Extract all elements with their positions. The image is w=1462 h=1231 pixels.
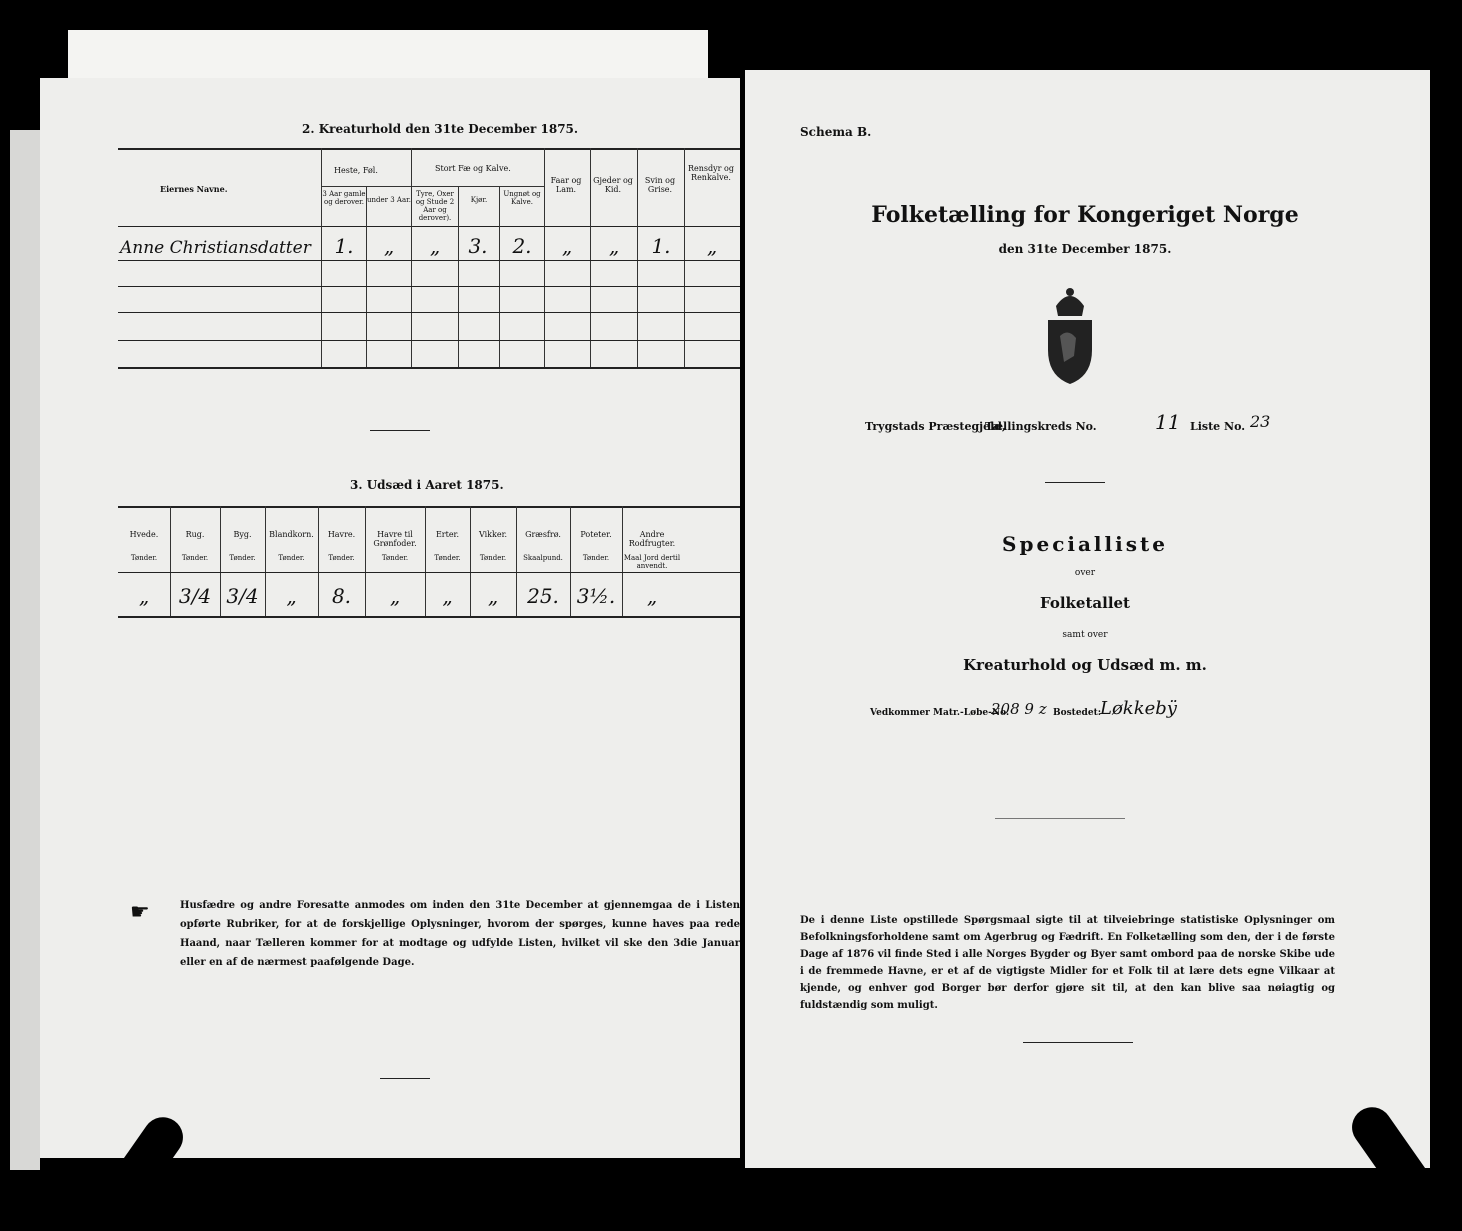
udsaed-header-crop: Havre.	[327, 530, 356, 539]
table-bottom-rule	[118, 367, 740, 369]
over-text: over	[1074, 568, 1096, 578]
header-fae-c: Ungnøt og Kalve.	[503, 190, 541, 206]
schema-label: Schema B.	[800, 125, 872, 139]
udsaed-header-unit: Tønder.	[130, 554, 158, 562]
udsaed-header-rule	[118, 572, 740, 573]
vline	[411, 148, 412, 368]
udsaed-header-crop: Hvede.	[129, 530, 159, 539]
kreatur-cell: „	[429, 234, 441, 258]
udsaed-top-rule	[118, 506, 740, 508]
paper-strip-top	[68, 30, 708, 80]
separator	[1045, 482, 1105, 483]
pointing-hand-icon: ☛	[130, 900, 150, 925]
matr-label: Vedkommer Matr.-Løbe-No.	[870, 708, 1010, 718]
udsaed-value: „	[487, 584, 499, 608]
section3-title: 3. Udsæd i Aaret 1875.	[350, 478, 504, 492]
kreds-number: 11	[1155, 410, 1181, 434]
separator	[995, 818, 1125, 819]
udsaed-header-crop: Græsfrø.	[525, 530, 561, 539]
liste-number: 23	[1250, 412, 1271, 431]
right-page	[745, 70, 1430, 1168]
liste-label: Liste No.	[1190, 420, 1246, 433]
header-fae-b: Kjør.	[470, 196, 488, 204]
udsaed-value: 25.	[527, 584, 559, 608]
udsaed-header-unit: Maal Jord dertil anvendt.	[623, 554, 681, 570]
kreatur-cell: „	[383, 234, 395, 258]
header-heste-a: 3 Aar gamle og derover.	[322, 190, 366, 206]
udsaed-header-crop: Byg.	[233, 530, 252, 539]
kreatur-cell: „	[608, 234, 620, 258]
row-rule	[118, 286, 740, 287]
vline	[684, 148, 685, 368]
bosted-value: Løkkebÿ	[1100, 698, 1177, 719]
kreatur-cell: 1.	[651, 234, 671, 258]
row-rule	[118, 340, 740, 341]
udsaed-value: 3/4	[178, 584, 212, 608]
vline	[544, 148, 545, 368]
header-heste-b: under 3 Aar.	[367, 196, 411, 204]
subtitle: den 31te December 1875.	[998, 242, 1172, 256]
header-rensdyr: Rensdyr og Renkalve.	[688, 164, 734, 182]
udsaed-value: „	[286, 584, 297, 608]
coat-of-arms-icon	[1038, 286, 1102, 386]
kreaturhold-title: Kreaturhold og Udsæd m. m.	[963, 656, 1207, 674]
vline	[590, 148, 591, 368]
udsaed-value: „	[389, 584, 401, 608]
udsaed-value: „	[138, 584, 150, 608]
header-svin: Svin og Grise.	[644, 176, 676, 194]
left-page	[40, 78, 740, 1158]
kreds-label: Tællingskreds No.	[985, 420, 1097, 433]
udsaed-value: 8.	[331, 584, 352, 608]
kreatur-cell: 3.	[468, 234, 488, 258]
udsaed-header-crop: Vikker.	[478, 530, 508, 539]
separator	[370, 430, 430, 431]
row-rule	[118, 312, 740, 313]
matr-number: 208 9 z	[991, 700, 1047, 718]
prestegjeld: Trygstads Præstegjeld,	[865, 420, 1006, 433]
udsaed-header-unit: Skaalpund.	[523, 554, 563, 562]
bottom-separator	[380, 1078, 430, 1079]
header-bottom-rule	[118, 226, 740, 227]
kreatur-cell: „	[561, 234, 573, 258]
owner-name: Anne Christiansdatter	[120, 238, 311, 258]
udsaed-header-unit: Tønder.	[328, 554, 355, 562]
owners-header: Eiernes Navne.	[160, 184, 228, 194]
main-title: Folketælling for Kongeriget Norge	[871, 202, 1299, 228]
udsaed-header-unit: Tønder.	[434, 554, 461, 562]
udsaed-header-unit: Tønder.	[229, 554, 256, 562]
samt-over-text: samt over	[1062, 630, 1108, 640]
bosted-label: Bostedet:	[1053, 708, 1102, 718]
udsaed-header-crop: Andre Rodfrugter.	[628, 530, 676, 548]
bottom-separator	[1023, 1042, 1133, 1043]
header-stort-fae: Stort Fæ og Kalve.	[435, 164, 511, 173]
sub-rule	[322, 186, 545, 187]
udsaed-value: 3½.	[576, 584, 616, 608]
specialliste-title: Specialliste	[1002, 532, 1168, 556]
udsaed-bottom-rule	[118, 616, 740, 618]
header-faar: Faar og Lam.	[550, 176, 582, 194]
header-heste: Heste, Føl.	[334, 166, 378, 175]
folketallet-title: Folketallet	[1040, 594, 1130, 612]
udsaed-header-crop: Havre til Grønfoder.	[373, 530, 417, 548]
vline	[637, 148, 638, 368]
udsaed-header-unit: Tønder.	[181, 554, 209, 562]
udsaed-header-crop: Erter.	[435, 530, 460, 539]
section2-title: 2. Kreaturhold den 31te December 1875.	[302, 122, 579, 136]
udsaed-header-crop: Poteter.	[580, 530, 612, 539]
udsaed-header-crop: Rug.	[185, 530, 205, 539]
kreatur-cell: „	[706, 234, 718, 258]
header-gjeder: Gjeder og Kid.	[593, 176, 633, 194]
notice-text: Husfædre og andre Foresatte anmodes om inden den 31te December at gjennemgaa de i Listen opførte Rubriker, for at de forskjellige Oplysninger, hvorom der spørges, kunne haves paa rede Haand, naar Tælleren kommer for at modtage og udfylde Listen, hvilket vil ske den 3die Januar eller en af de nærmest paafølgende Dage.	[180, 900, 740, 968]
udsaed-header-crop: Blandkorn.	[269, 530, 314, 539]
vline	[321, 148, 322, 368]
udsaed-header-unit: Tønder.	[381, 554, 409, 562]
udsaed-header-unit: Tønder.	[278, 554, 305, 562]
udsaed-value: „	[442, 584, 453, 608]
table-top-rule	[118, 148, 740, 150]
footer-text: De i denne Liste opstillede Spørgsmaal sigte til at tilveiebringe statistiske Oplysninger om Befolkningsforholdene samt om Agerbrug og Fædrift. En Folketælling som den, der i de første Dage af 1876 vil finde Sted i alle Norges Bygder og Byer samt ombord paa de norske Skibe ude i de fremmede Havne, er et af de vigtigste Midler for et Folk til at lære dets egne Vilkaar at kjende, og enhver god Borger bør derfor gjøre sit til, at den kan blive saa nøiagtig og fuldstændig som muligt.	[800, 915, 1335, 1011]
udsaed-value: 3/4	[226, 584, 259, 608]
udsaed-header-unit: Tønder.	[479, 554, 507, 562]
kreatur-cell: 1.	[334, 234, 354, 258]
kreatur-cell: 2.	[512, 234, 532, 258]
header-fae-a: Tyre, Oxer og Stude 2 Aar og derover).	[415, 190, 455, 222]
paper-strip-left	[10, 130, 40, 1170]
udsaed-value: „	[646, 584, 658, 608]
row-rule	[118, 260, 740, 261]
udsaed-header-unit: Tønder.	[582, 554, 610, 562]
